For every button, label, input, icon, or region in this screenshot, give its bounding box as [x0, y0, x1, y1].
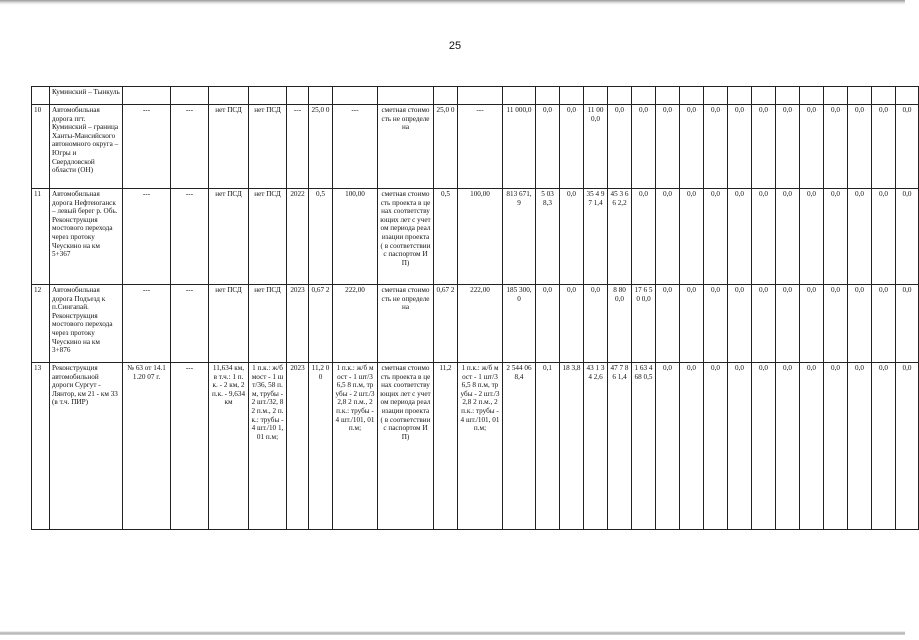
- value-cell: 0,0: [872, 105, 896, 189]
- value-cell: 0,0: [776, 105, 800, 189]
- value-cell: 0,0: [776, 285, 800, 363]
- value-cell: 222,00: [333, 285, 378, 363]
- value-cell: [434, 87, 458, 105]
- value-cell: 47 7 86 1,4: [608, 363, 632, 530]
- row-number-cell: [32, 87, 50, 105]
- value-cell: № 63 от 14.11.20 07 г.: [123, 363, 171, 530]
- data-table: [31, 86, 919, 530]
- value-cell: [249, 87, 287, 105]
- value-cell: ---: [123, 105, 171, 189]
- value-cell: 0,0: [704, 189, 728, 285]
- value-cell: 0,0: [776, 363, 800, 530]
- value-cell: ---: [171, 363, 209, 530]
- value-cell: 0,0: [632, 105, 656, 189]
- table-row: [32, 105, 919, 189]
- value-cell: 43 1 34 2,6: [584, 363, 608, 530]
- value-cell: сметная стоимость не определена: [378, 285, 434, 363]
- value-cell: 0,0: [728, 189, 752, 285]
- value-cell: 18 3,8: [560, 363, 584, 530]
- value-cell: 11,2 00: [309, 363, 333, 530]
- object-name-cell: Автомобильная дорога пгт. Куминский – граница Ханты-Мансийского автономного округа – Югры и Свердловской области (ОН): [50, 105, 123, 189]
- value-cell: ---: [171, 105, 209, 189]
- value-cell: [378, 87, 434, 105]
- value-cell: сметная стоимость проекта в ценах соответствующих лет с учетом периода реализации проекта ( в соответствии с паспортом ИП): [378, 363, 434, 530]
- value-cell: 0,0: [728, 363, 752, 530]
- value-cell: 100,00: [333, 189, 378, 285]
- value-cell: [728, 87, 752, 105]
- value-cell: 0,0: [680, 105, 704, 189]
- value-cell: 0,0: [752, 363, 776, 530]
- value-cell: сметная стоимость не определена: [378, 105, 434, 189]
- value-cell: 0,0: [848, 363, 872, 530]
- value-cell: [536, 87, 560, 105]
- value-cell: 0,0: [656, 363, 680, 530]
- value-cell: нет ПСД: [209, 105, 249, 189]
- value-cell: ---: [171, 189, 209, 285]
- value-cell: 25,0 0: [434, 105, 458, 189]
- value-cell: [171, 87, 209, 105]
- value-cell: [123, 87, 171, 105]
- value-cell: нет ПСД: [209, 285, 249, 363]
- value-cell: 17 6 50 0,0: [632, 285, 656, 363]
- value-cell: 1 п.к.: ж/б мост - 1 шт/36, 58 п.м, трубы - 2 шт./32, 82 п.м., 2 п.к.: трубы - 4 шт./10 1,01 п.м;: [249, 363, 287, 530]
- table-row: [32, 87, 919, 105]
- scan-edge-top: [0, 0, 905, 5]
- value-cell: ---: [333, 105, 378, 189]
- row-number-cell: 12: [32, 285, 50, 363]
- value-cell: [608, 87, 632, 105]
- value-cell: 222,00: [458, 285, 503, 363]
- object-name-cell: Автомобильная дорога Нефтеюганск – левый берег р. Обь. Реконструкция мостового перехода через протоку Чеускино на км 5+367: [50, 189, 123, 285]
- value-cell: 0,0: [848, 105, 872, 189]
- value-cell: 0,0: [656, 189, 680, 285]
- object-name-cell: Куминский – Тынкуль: [50, 87, 123, 105]
- row-number-cell: 13: [32, 363, 50, 530]
- value-cell: 0,0: [608, 105, 632, 189]
- value-cell: [752, 87, 776, 105]
- value-cell: 0,0: [896, 363, 919, 530]
- value-cell: 0,0: [848, 189, 872, 285]
- value-cell: [584, 87, 608, 105]
- value-cell: 0,0: [824, 105, 848, 189]
- value-cell: [656, 87, 680, 105]
- value-cell: 0,0: [680, 189, 704, 285]
- value-cell: сметная стоимость проекта в ценах соответствующих лет с учетом периода реализации проекта ( в соответствии с паспортом ИП): [378, 189, 434, 285]
- value-cell: 0,0: [560, 105, 584, 189]
- value-cell: ---: [123, 189, 171, 285]
- value-cell: 0,0: [704, 363, 728, 530]
- value-cell: нет ПСД: [249, 105, 287, 189]
- value-cell: [309, 87, 333, 105]
- value-cell: [704, 87, 728, 105]
- value-cell: 0,0: [872, 363, 896, 530]
- value-cell: 813 671,9: [503, 189, 536, 285]
- value-cell: 0,0: [896, 105, 919, 189]
- table-body: [32, 87, 919, 530]
- value-cell: [824, 87, 848, 105]
- value-cell: 0,0: [800, 285, 824, 363]
- value-cell: 11,2: [434, 363, 458, 530]
- value-cell: [776, 87, 800, 105]
- value-cell: 0,0: [800, 105, 824, 189]
- value-cell: 0,0: [728, 105, 752, 189]
- value-cell: [896, 87, 919, 105]
- value-cell: 0,0: [536, 285, 560, 363]
- value-cell: [287, 87, 309, 105]
- value-cell: 1 63 4 68 0,5: [632, 363, 656, 530]
- value-cell: [560, 87, 584, 105]
- value-cell: 0,0: [752, 285, 776, 363]
- value-cell: ---: [287, 105, 309, 189]
- value-cell: 0,0: [848, 285, 872, 363]
- value-cell: 0,0: [824, 189, 848, 285]
- value-cell: 1 п.к.: ж/б мост - 1 шт/36,5 8 п.м, трубы - 2 шт./32,8 2 п.м., 2 п.к.: трубы - 4 шт./101, 01 п.м;: [333, 363, 378, 530]
- value-cell: 45 3 66 2,2: [608, 189, 632, 285]
- value-cell: 0,0: [656, 285, 680, 363]
- value-cell: 0,0: [896, 285, 919, 363]
- value-cell: 0,0: [584, 285, 608, 363]
- value-cell: [680, 87, 704, 105]
- value-cell: ---: [171, 285, 209, 363]
- value-cell: 0,0: [704, 105, 728, 189]
- value-cell: 0,0: [680, 363, 704, 530]
- value-cell: 0,0: [776, 189, 800, 285]
- value-cell: [333, 87, 378, 105]
- value-cell: 0,0: [896, 189, 919, 285]
- value-cell: 0,0: [824, 363, 848, 530]
- value-cell: 0,0: [872, 189, 896, 285]
- value-cell: 0,0: [680, 285, 704, 363]
- value-cell: 0,0: [560, 189, 584, 285]
- value-cell: [848, 87, 872, 105]
- value-cell: 2023: [287, 363, 309, 530]
- value-cell: 0,0: [752, 189, 776, 285]
- table-row: [32, 363, 919, 530]
- value-cell: 0,67 2: [434, 285, 458, 363]
- value-cell: 0,5: [309, 189, 333, 285]
- value-cell: 100,00: [458, 189, 503, 285]
- value-cell: 1 п.к.: ж/б мост - 1 шт/36,5 8 п.м, трубы - 2 шт./32,8 2 п.м., 2 п.к.: трубы - 4 шт./101, 01 п.м;: [458, 363, 503, 530]
- scan-edge-bottom: [0, 631, 905, 635]
- value-cell: [872, 87, 896, 105]
- value-cell: 0,0: [704, 285, 728, 363]
- value-cell: 0,0: [632, 189, 656, 285]
- value-cell: ---: [458, 105, 503, 189]
- value-cell: 185 300,0: [503, 285, 536, 363]
- value-cell: нет ПСД: [209, 189, 249, 285]
- value-cell: 0,0: [752, 105, 776, 189]
- value-cell: 0,5: [434, 189, 458, 285]
- value-cell: [632, 87, 656, 105]
- value-cell: 35 4 97 1,4: [584, 189, 608, 285]
- row-number-cell: 10: [32, 105, 50, 189]
- value-cell: [800, 87, 824, 105]
- value-cell: [209, 87, 249, 105]
- table-row: [32, 189, 919, 285]
- object-name-cell: Автомобильная дорога Подъезд к п.Сингапай. Реконструкция мостового перехода через протоку Чеускино на км 3+876: [50, 285, 123, 363]
- row-number-cell: 11: [32, 189, 50, 285]
- value-cell: 11 00 0,0: [584, 105, 608, 189]
- value-cell: 11,634 км, в т.ч.: 1 п.к. - 2 км, 2 п.к. - 9,634 км: [209, 363, 249, 530]
- value-cell: 25,0 0: [309, 105, 333, 189]
- table-row: [32, 285, 919, 363]
- value-cell: ---: [123, 285, 171, 363]
- value-cell: 0,0: [656, 105, 680, 189]
- value-cell: 0,0: [536, 105, 560, 189]
- value-cell: 2022: [287, 189, 309, 285]
- page-number: 25: [448, 40, 462, 52]
- value-cell: 0,67 2: [309, 285, 333, 363]
- value-cell: 0,0: [800, 363, 824, 530]
- value-cell: нет ПСД: [249, 285, 287, 363]
- value-cell: 0,0: [800, 189, 824, 285]
- value-cell: 0,0: [824, 285, 848, 363]
- value-cell: [458, 87, 503, 105]
- value-cell: 2 544 068,4: [503, 363, 536, 530]
- value-cell: 0,0: [728, 285, 752, 363]
- object-name-cell: Реконструкция автомобильной дороги Сургут - Лянтор, км 21 - км 33 (в т.ч. ПИР): [50, 363, 123, 530]
- value-cell: 8 80 0,0: [608, 285, 632, 363]
- value-cell: 0,0: [560, 285, 584, 363]
- value-cell: 0,1: [536, 363, 560, 530]
- value-cell: 5 03 8,3: [536, 189, 560, 285]
- value-cell: нет ПСД: [249, 189, 287, 285]
- value-cell: [503, 87, 536, 105]
- value-cell: 0,0: [872, 285, 896, 363]
- value-cell: 2023: [287, 285, 309, 363]
- value-cell: 11 000,0: [503, 105, 536, 189]
